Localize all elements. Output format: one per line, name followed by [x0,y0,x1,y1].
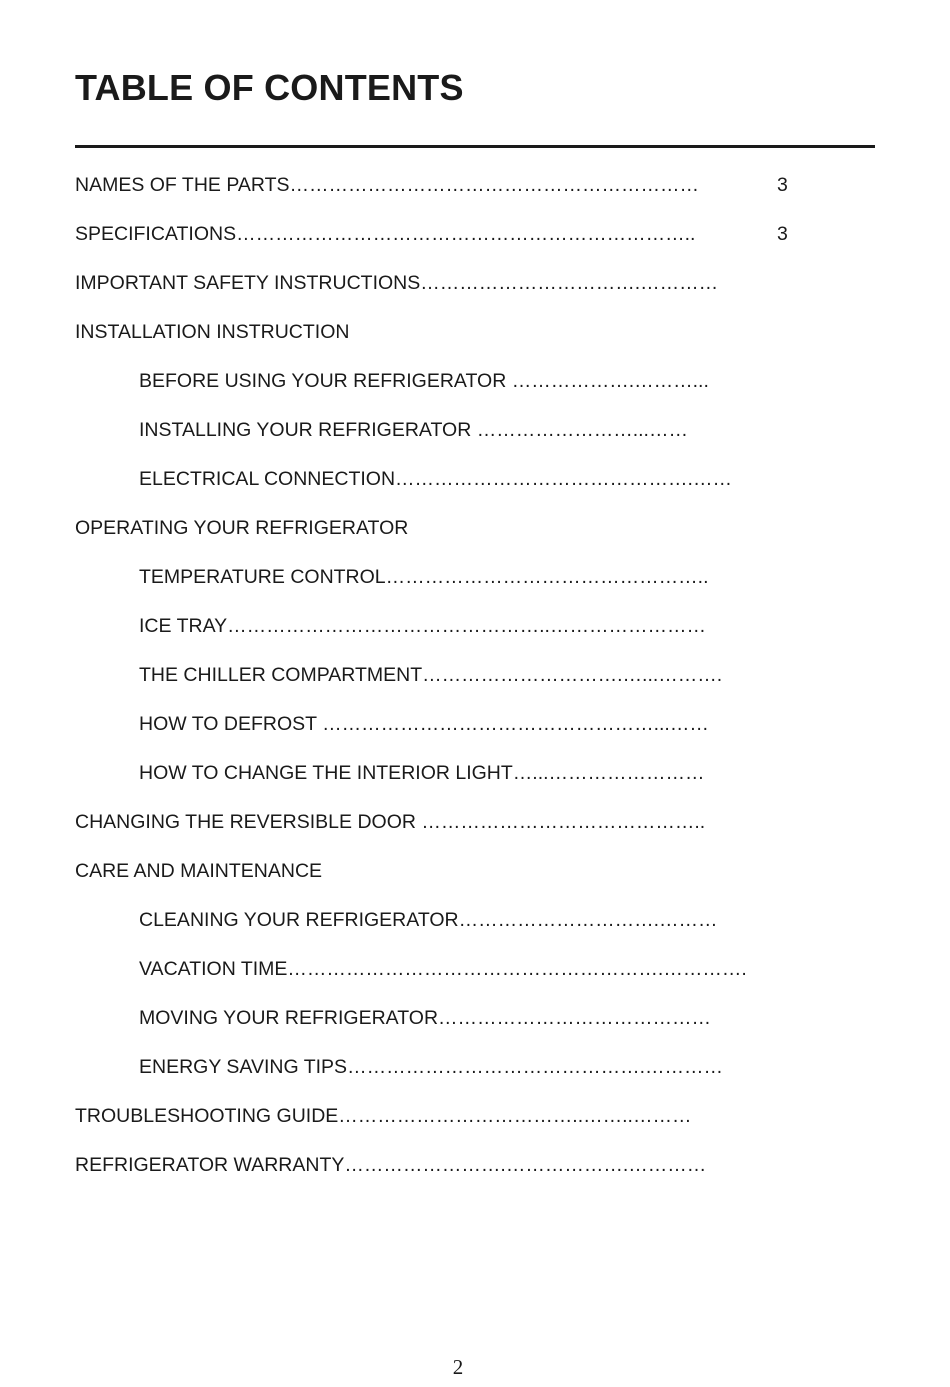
toc-entry-page: 3 [777,223,788,245]
toc-entry [0,709,950,758]
toc-entry [0,415,950,464]
toc-list [0,170,950,1199]
toc-entry [0,758,950,807]
toc-entry-text: THE CHILLER COMPARTMENT………………………….…...………. [139,664,723,686]
toc-entry [0,1052,950,1101]
toc-entry-text: ELECTRICAL CONNECTION……………………………………….…… [139,468,732,490]
toc-entry [0,660,950,709]
toc-entry [0,1150,950,1199]
toc-entry-text: VACATION TIME………………………………………………….…………. [139,958,747,980]
toc-entry-text: OPERATING YOUR REFRIGERATOR [75,517,409,539]
toc-entry [0,268,950,317]
toc-entry [0,464,950,513]
toc-entry-page: 3 [777,174,788,196]
toc-entry [0,562,950,611]
toc-entry-text: ENERGY SAVING TIPS……………………………………….………… [139,1056,723,1078]
toc-entry [0,856,950,905]
toc-entry [0,1003,950,1052]
toc-entry-text: TROUBLESHOOTING GUIDE………………………………..……..……… [75,1105,692,1127]
toc-entry-text: CLEANING YOUR REFRIGERATOR………………………….……… [139,909,718,931]
toc-entry-text: BEFORE USING YOUR REFRIGERATOR ……………….………... [139,370,709,392]
toc-entry-text: SPECIFICATIONS…………………………………………………………….. [75,223,696,245]
toc-entry [0,317,950,366]
toc-entry [0,170,950,219]
toc-entry-text: HOW TO DEFROST ……………………………………………...…… [139,713,709,735]
toc-entry-text: ICE TRAY…………………………………………..…………………… [139,615,706,637]
toc-entry [0,611,950,660]
toc-entry-text: IMPORTANT SAFETY INSTRUCTIONS…………………………….………… [75,272,719,294]
title-divider [75,145,875,148]
toc-entry [0,905,950,954]
toc-entry-text: INSTALLATION INSTRUCTION [75,321,350,343]
toc-entry [0,807,950,856]
toc-entry-text: NAMES OF THE PARTS……………………………………………………… [75,174,700,196]
toc-entry-text: TEMPERATURE CONTROL………………………………………….. [139,566,709,588]
toc-entry [0,1101,950,1150]
toc-entry-text: CHANGING THE REVERSIBLE DOOR …………………………………….. [75,811,706,833]
toc-entry [0,219,950,268]
toc-entry-text: CARE AND MAINTENANCE [75,860,323,882]
toc-entry-text: MOVING YOUR REFRIGERATOR…………………………………… [139,1007,712,1029]
toc-entry-text: INSTALLING YOUR REFRIGERATOR ……………………...…… [139,419,688,441]
toc-entry [0,513,950,562]
page-title: TABLE OF CONTENTS [75,67,464,108]
toc-entry [0,954,950,1003]
toc-entry [0,366,950,415]
page-number: 2 [452,1355,464,1379]
toc-entry-text: HOW TO CHANGE THE INTERIOR LIGHT…...…………………… [139,762,705,784]
toc-entry-text: REFRIGERATOR WARRANTY…………………….……………….………… [75,1154,707,1176]
